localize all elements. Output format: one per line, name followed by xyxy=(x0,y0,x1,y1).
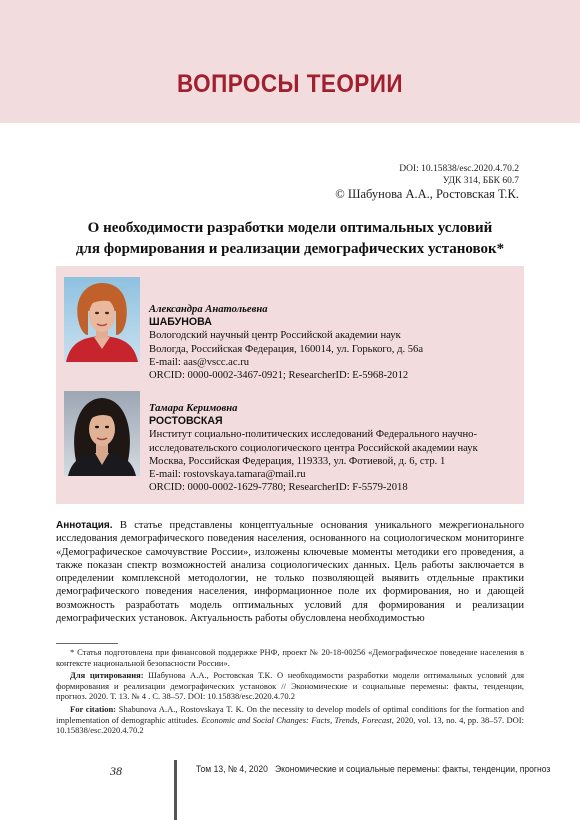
udk: УДК 314, ББК 60.7 xyxy=(442,176,519,186)
author-orcid: ORCID: 0000-0002-3467-0921; ResearcherID: E-5968-2012 xyxy=(149,370,409,382)
author-address: Москва, Российская Федерация, 119333, ул. Фотиевой, д. 6, стр. 1 xyxy=(149,455,446,467)
author-info-rostovskaya xyxy=(149,402,478,494)
citation-ru xyxy=(56,670,524,702)
author-affiliation: Институт социально-политических исследований Федерального научно- xyxy=(149,429,477,441)
section-header-band xyxy=(0,0,580,123)
author-address: Вологда, Российская Федерация, 160014, ул. Горького, д. 56а xyxy=(149,343,424,355)
copyright: © Шабунова А.А., Ростовская Т.К. xyxy=(335,187,519,201)
author-orcid: ORCID: 0000-0002-1629-7780; ResearcherID: F-5579-2018 xyxy=(149,482,408,494)
author-email: E-mail: aas@vscc.ac.ru xyxy=(149,356,250,368)
journal-footer xyxy=(196,764,550,775)
footer-divider xyxy=(174,760,177,820)
funding-note: * Статья подготовлена при финансовой поддержке РНФ, проект № 20-18-00256 «Демографическое поведение населения в контексте национальной безопасности России». xyxy=(56,647,524,668)
author-given-name: Александра Анатольевна xyxy=(149,304,268,315)
journal-name: Экономические и социальные перемены: факты, тенденции, прогноз xyxy=(275,764,551,775)
author-surname: ШАБУНОВА xyxy=(149,316,212,329)
citation-en xyxy=(56,704,524,736)
page-number: 38 xyxy=(110,764,122,778)
citation-en-journal: Economic and Social Changes: Facts, Trends, Forecast xyxy=(201,714,392,725)
author-surname: РОСТОВСКАЯ xyxy=(149,415,223,428)
abstract xyxy=(56,519,524,625)
doi: DOI: 10.15838/esc.2020.4.70.2 xyxy=(399,164,519,174)
author-photo-shabunova xyxy=(64,277,140,362)
citation-ru-label: Для цитирования: xyxy=(70,670,144,681)
authors-box xyxy=(56,266,524,504)
citation-en-post: , 2020, vol. 13, no. 4, pp. 38–57. DOI: 10.15838/esc.2020.4.70.2 xyxy=(56,714,524,736)
section-heading: ВОПРОСЫ ТЕОРИИ xyxy=(176,70,404,98)
citation-ru-text: Шабунова А.А., Ростовская Т.К. О необходимости разработки модели оптимальных условий для формирования и реализации демографических установок // Экономические и социальные перемены: факты, тенденции, прогноз. 2020. Т. 13. № 4 . С. 38–57. DOI: 10.15838/esc.2020.4.70.2 xyxy=(56,670,525,702)
author-given-name: Тамара Керимовна xyxy=(149,403,238,414)
author-affiliation-cont: исследовательского социологического центра Российской академии наук xyxy=(149,442,478,454)
footnote-divider xyxy=(56,643,118,644)
author-email: E-mail: rostovskaya.tamara@mail.ru xyxy=(149,469,306,481)
footnotes xyxy=(56,647,524,738)
author-affiliation: Вологодский научный центр Российской академии наук xyxy=(149,330,401,342)
article-title xyxy=(56,218,524,260)
author-photo-rostovskaya xyxy=(64,391,140,476)
article-title-line: О необходимости разработки модели оптимальных условий xyxy=(87,220,493,236)
journal-issue: Том 13, № 4, 2020 xyxy=(196,764,268,775)
abstract-text: В статье представлены концептуальные основания уникального межрегионального исследования демографического поведения населения, основанного на социологическом мониторинге «Демографическое самочувствие России», изложены ключевые моменты методики его проведения, а также показан спектр возможностей анализа социологических данных. Цель работы заключается в определении комплексной методологии, не только позволяющей выявить отдельные практики демографического поведения населения, информационное поле их формирования, но и дающей возможность разработать модель оптимальных условий для формирования и реализации демографических установок. Актуальность работы обусловлена необходимостью xyxy=(56,520,524,625)
citation-en-pre: Shabunova A.A., Rostovskaya T. K. On the necessity to develop models of optimal conditions for the formation and implementation of demographic attitudes. xyxy=(56,703,525,725)
article-title-line: для формирования и реализации демографических установок* xyxy=(75,241,505,257)
abstract-label: Аннотация. xyxy=(56,520,113,531)
citation-en-label: For citation: xyxy=(70,703,117,714)
author-info-shabunova xyxy=(149,303,423,382)
